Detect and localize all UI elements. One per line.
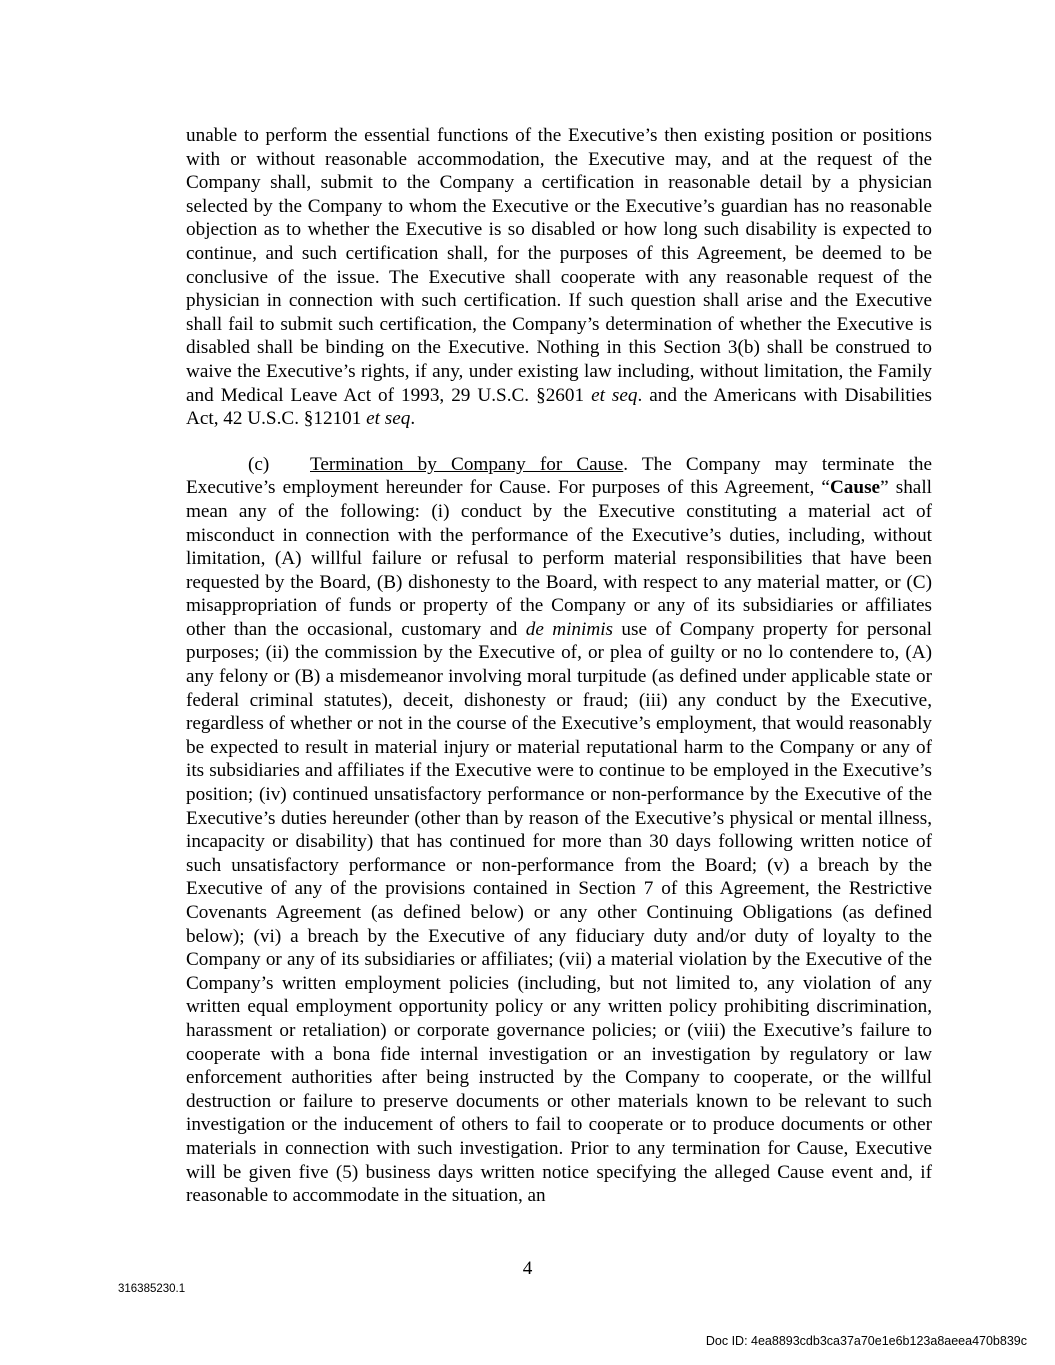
latin-term: et seq [366, 408, 411, 430]
paragraph-text: ” shall mean any of the following: (i) conduct by the Executive constituting a material act of misconduct in connection with the performance of the Executive’s duties, including, without limitation, (A) willful failure or refusal to perform material responsibilities that have been requested by the Board, (B) dishonesty to the Board, with respect to any material matter, or (C) misappropriation of funds or property of the Company or any of its subsidiaries or affiliates other than the occasional, customary and [186, 477, 932, 640]
latin-term: de minimis [525, 618, 613, 640]
page-number: 4 [522, 1258, 533, 1279]
section-heading: Termination by Company for Cause [310, 453, 624, 475]
paragraph-text: use of Company property for personal purposes; (ii) the commission by the Executive of, or plea of guilty or no lo contendere to, (A) any felony or (B) a misdemeanor involving moral turpitude (as defined under applicable state or federal criminal statutes), deceit, dishonesty or fraud; (iii) any conduct by the Executive, regardless of whether or not in the course of the Executive’s employment, that would reasonably be expected to result in material injury or material reputational harm to the Company or any of its subsidiaries and affiliates if the Executive were to continue to be employed in the Executive’s position; (iv) continued unsatisfactory performance or non-performance by the Executive of the Executive’s duties hereunder (other than by reason of the Executive’s physical or mental illness, incapacity or disability) that has continued for more than 30 days following written notice of such unsatisfactory performance or non-performance from the Board; (v) a breach by the Executive of any of the provisions contained in Section 7 of this Agreement, the Restrictive Covenants Agreement (as defined below) or any other Continuing Obligations (as defined below); (vi) a breach by the Executive of any fiduciary duty and/or duty of loyalty to the Company or any of its subsidiaries or affiliates; (vii) a material violation by the Executive of the Company’s written employment policies (including, but not limited to, any violation of any written equal employment opportunity policy or any written policy prohibiting discrimination, harassment or retaliation) or corporate governance policies; or (viii) the Executive’s failure to cooperate with a bona fide internal investigation or an investigation by regulatory or law enforcement authorities after being instructed by the Company to cooperate, or the willful destruction or failure to preserve documents or other materials known to be relevant to such investigation or the inducement of others to fail to cooperate or to produce documents or other materials in connection with such investigation. Prior to any termination for Cause, Executive will be given five (5) business days written notice specifying the alleged Cause event and, if reasonable to accommodate in the situation, an [186, 618, 932, 1207]
paragraph-text: . [410, 408, 416, 430]
document-body [186, 124, 932, 1208]
defined-term: Cause [829, 477, 881, 499]
paragraph-text: unable to perform the essential functions of the Executive’s then existing position or positions with or without reasonable accommodation, the Executive may, and at the request of the Company shall, submit to the Company a certification in reasonable detail by a physician selected by the Company to whom the Executive or the Executive’s guardian has no reasonable objection as to whether the Executive is so disabled or how long such disability is expected to continue, and such certification shall, for the purposes of this Agreement, be deemed to be conclusive of the issue. The Executive shall cooperate with any reasonable request of the physician in connection with such certification. If such question shall arise and the Executive shall fail to submit such certification, the Company’s determination of whether the Executive is disabled shall be binding on the Executive. Nothing in this Section 3(b) shall be construed to waive the Executive’s rights, if any, under existing law including, without limitation, the Family and Medical Leave Act of 1993, 29 U.S.C. §2601 [186, 125, 932, 406]
paragraph-termination-for-cause [186, 453, 932, 1208]
latin-term: et seq [591, 384, 638, 406]
paragraph-text: . and the Americans with Disabilities Act, 42 U.S.C. §12101 [186, 384, 932, 430]
file-id: 316385230.1 [118, 1283, 186, 1295]
paragraph-text: . The Company may terminate the Executive’s employment hereunder for Cause. For purposes of this Agreement, “ [186, 453, 932, 499]
section-label: (c) [248, 453, 270, 475]
paragraph-disability-certification [186, 124, 932, 431]
doc-id: Doc ID: 4ea8893cdb3ca37a70e1e6b123a8aeea470b839c [705, 1334, 1027, 1348]
